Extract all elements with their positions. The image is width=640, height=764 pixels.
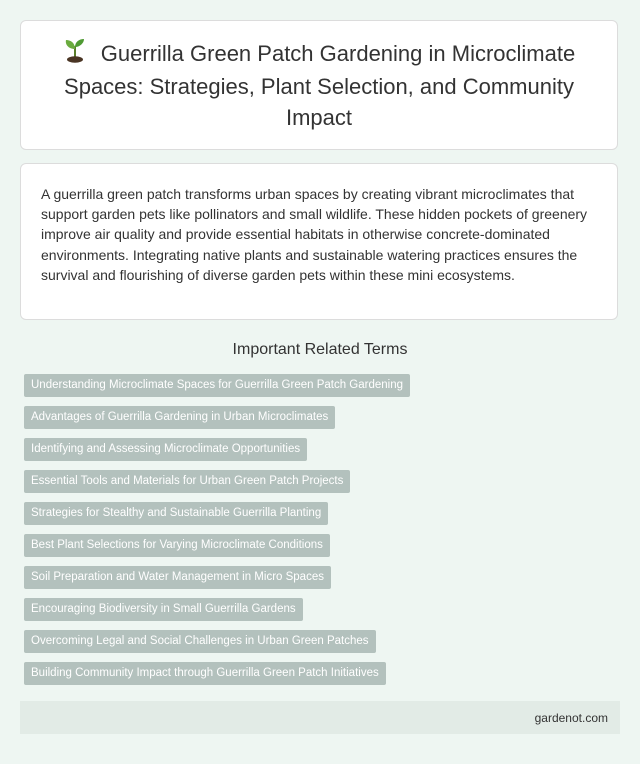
related-term-item (24, 534, 620, 557)
related-term-link[interactable]: Understanding Microclimate Spaces for Guerrilla Green Patch Gardening (24, 374, 410, 397)
related-terms-heading: Important Related Terms (232, 341, 408, 358)
title-card (20, 20, 618, 150)
related-term-link[interactable]: Advantages of Guerrilla Gardening in Urban Microclimates (24, 406, 335, 429)
related-term-link[interactable]: Soil Preparation and Water Management in Micro Spaces (24, 566, 331, 589)
related-term-link[interactable]: Strategies for Stealthy and Sustainable Guerrilla Planting (24, 502, 328, 525)
seedling-icon (63, 37, 87, 71)
related-term-link[interactable]: Identifying and Assessing Microclimate Opportunities (24, 438, 307, 461)
related-term-item (24, 630, 620, 653)
page-title (45, 37, 593, 133)
related-term-item (24, 406, 620, 429)
related-term-item (24, 470, 620, 493)
footer (20, 701, 620, 734)
related-terms-list (24, 374, 620, 694)
page-title-text: Guerrilla Green Patch Gardening in Microclimate Spaces: Strategies, Plant Selection, and Community Impact (64, 41, 576, 130)
related-term-item (24, 662, 620, 685)
summary-text: A guerrilla green patch transforms urban spaces by creating vibrant microclimates that support garden pets like pollinators and small wildlife. These hidden pockets of greenery improve air quality and provide essential habitats in otherwise concrete-dominated environments. Integrating native plants and sustainable watering practices ensures the survival and flourishing of diverse garden pets within these mini ecosystems. (41, 186, 588, 283)
related-term-link[interactable]: Building Community Impact through Guerrilla Green Patch Initiatives (24, 662, 386, 685)
related-term-link[interactable]: Best Plant Selections for Varying Microclimate Conditions (24, 534, 330, 557)
related-term-item (24, 438, 620, 461)
related-term-link[interactable]: Essential Tools and Materials for Urban Green Patch Projects (24, 470, 350, 493)
related-term-item (24, 598, 620, 621)
related-term-item (24, 566, 620, 589)
related-term-link[interactable]: Overcoming Legal and Social Challenges in Urban Green Patches (24, 630, 376, 653)
summary-card (20, 163, 618, 320)
footer-domain-link[interactable]: gardenot.com (534, 710, 608, 725)
related-term-item (24, 502, 620, 525)
related-term-item (24, 374, 620, 397)
related-term-link[interactable]: Encouraging Biodiversity in Small Guerrilla Gardens (24, 598, 303, 621)
